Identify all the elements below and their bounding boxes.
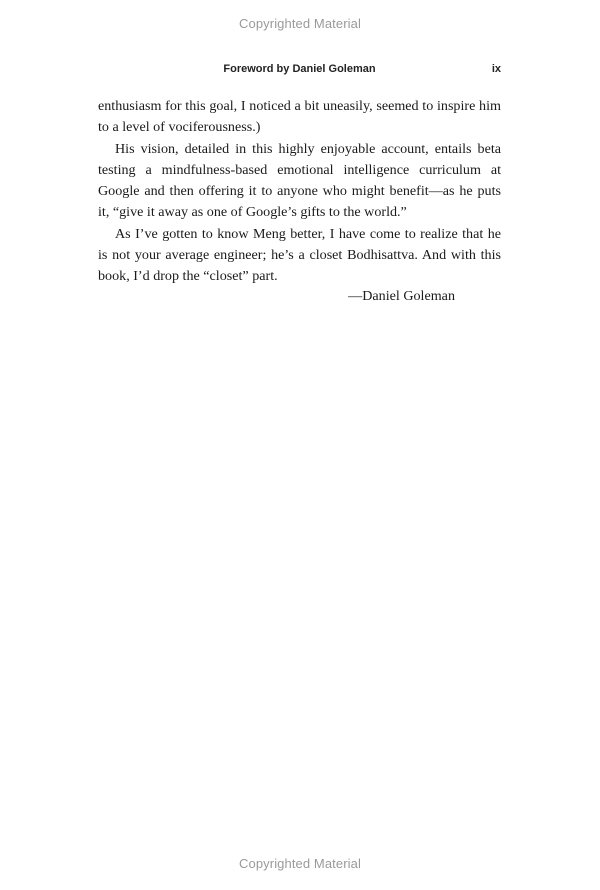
copyright-watermark-bottom: Copyrighted Material — [239, 856, 361, 871]
body-text — [98, 96, 501, 288]
author-signature: —Daniel Goleman — [348, 288, 455, 304]
running-head — [98, 63, 501, 79]
copyright-watermark-top: Copyrighted Material — [239, 16, 361, 31]
running-head-title: Foreword by Daniel Goleman — [223, 63, 376, 75]
paragraph-continued: enthusiasm for this goal, I noticed a bit uneasily, seemed to inspire him to a level of vociferousness.) — [98, 98, 501, 136]
paragraph-meng: As I’ve gotten to know Meng better, I have come to realize that he is not your average engineer; he’s a closet Bodhisattva. And with this book, I’d drop the “closet” part. — [98, 225, 501, 285]
page-number: ix — [491, 63, 501, 75]
paragraph-vision: His vision, detailed in this highly enjoyable account, entails beta testing a mindfulness-based emotional intelligence curriculum at Google and then offering it to anyone who might benefit—as he puts it, “give it away as one of Google’s gifts to the world.” — [98, 140, 501, 221]
